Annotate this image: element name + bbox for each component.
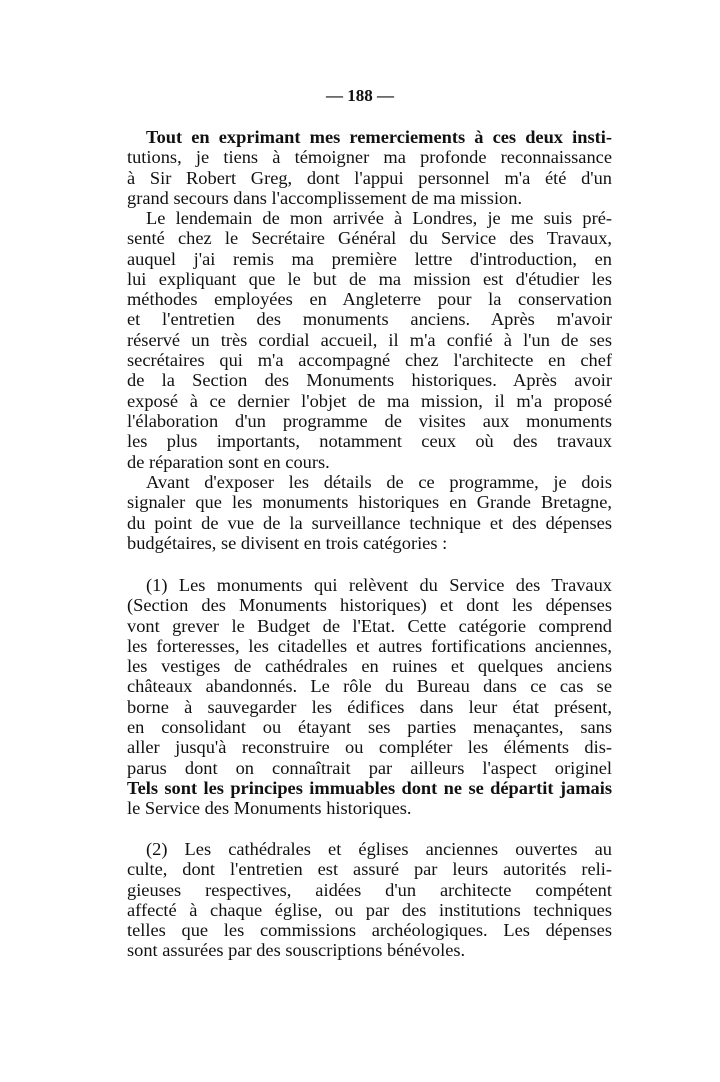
text-line: telles que les commissions archéologiques. Les dépenses: [127, 920, 612, 941]
text-line: (Section des Monuments historiques) et dont les dépenses: [127, 595, 612, 616]
paragraph-2: [127, 208, 612, 472]
text-line: tutions, je tiens à témoigner ma profonde reconnaissance: [127, 147, 612, 168]
text-line: à Sir Robert Greg, dont l'appui personnel m'a été d'un: [127, 167, 612, 188]
text-line: (1) Les monuments qui relèvent du Service des Travaux: [146, 575, 612, 595]
text-line: vont grever le Budget de l'Etat. Cette catégorie comprend: [127, 615, 612, 636]
text-line: borne à sauvegarder les édifices dans leur état présent,: [127, 696, 612, 717]
text-line: (2) Les cathédrales et églises anciennes ouvertes au: [146, 839, 612, 859]
text-line: les forteresses, les citadelles et autres fortifications anciennes,: [127, 635, 612, 656]
paragraph-category-1: [127, 575, 612, 819]
paragraph-1: [127, 127, 612, 208]
text-line: l'élaboration d'un programme de visites aux monuments: [127, 410, 612, 431]
text-line: auquel j'ai remis ma première lettre d'introduction, en: [127, 248, 612, 269]
text-line: Tout en exprimant mes remerciements à ces deux insti-: [146, 127, 612, 147]
text-line: méthodes employées en Angleterre pour la conservation: [127, 289, 612, 310]
text-line: du point de vue de la surveillance technique et des dépenses: [127, 512, 612, 533]
text-line: le Service des Monuments historiques.: [127, 798, 412, 819]
text-line: exposé à ce dernier l'objet de ma mission, il m'a proposé: [127, 390, 612, 411]
text-line: affecté à chaque église, ou par des institutions techniques: [127, 899, 612, 920]
text-line: signaler que les monuments historiques en Grande Bretagne,: [127, 492, 612, 513]
text-line: sont assurées par des souscriptions bénévoles.: [127, 940, 466, 961]
text-line: Le lendemain de mon arrivée à Londres, je me suis pré-: [146, 208, 612, 228]
text-line: de la Section des Monuments historiques. Après avoir: [127, 370, 612, 391]
text-line: gieuses respectives, aidées d'un architecte compétent: [127, 879, 612, 900]
text-line: châteaux abandonnés. Le rôle du Bureau dans ce cas se: [127, 676, 612, 697]
page-number: — 188 —: [326, 86, 394, 105]
text-line: Avant d'exposer les détails de ce programme, je dois: [146, 472, 612, 492]
text-line: et l'entretien des monuments anciens. Après m'avoir: [127, 309, 612, 330]
text-line: grand secours dans l'accomplissement de ma mission.: [127, 187, 523, 208]
text-line: en consolidant ou étayant ses parties menaçantes, sans: [127, 717, 612, 738]
text-line: de réparation sont en cours.: [127, 451, 330, 472]
paragraph-3: [127, 472, 612, 553]
paragraph-category-2: [127, 839, 612, 961]
text-line: parus dont on connaîtrait par ailleurs l'aspect originel: [127, 757, 612, 778]
text-line: les plus importants, notamment ceux où des travaux: [127, 431, 612, 452]
text-line: les vestiges de cathédrales en ruines et quelques anciens: [127, 656, 612, 677]
text-line: aller jusqu'à reconstruire ou compléter les éléments dis-: [127, 737, 612, 758]
text-line: senté chez le Secrétaire Général du Service des Travaux,: [127, 228, 612, 249]
text-line: Tels sont les principes immuables dont ne se départit jamais: [127, 777, 612, 798]
text-line: réservé un très cordial accueil, il m'a confié à l'un de ses: [127, 329, 612, 350]
text-line: lui expliquant que le but de ma mission est d'étudier les: [127, 268, 612, 289]
text-line: secrétaires qui m'a accompagné chez l'architecte en chef: [127, 350, 612, 371]
text-line: budgétaires, se divisent en trois catégories :: [127, 532, 448, 553]
text-line: culte, dont l'entretien est assuré par leurs autorités reli-: [127, 859, 612, 880]
